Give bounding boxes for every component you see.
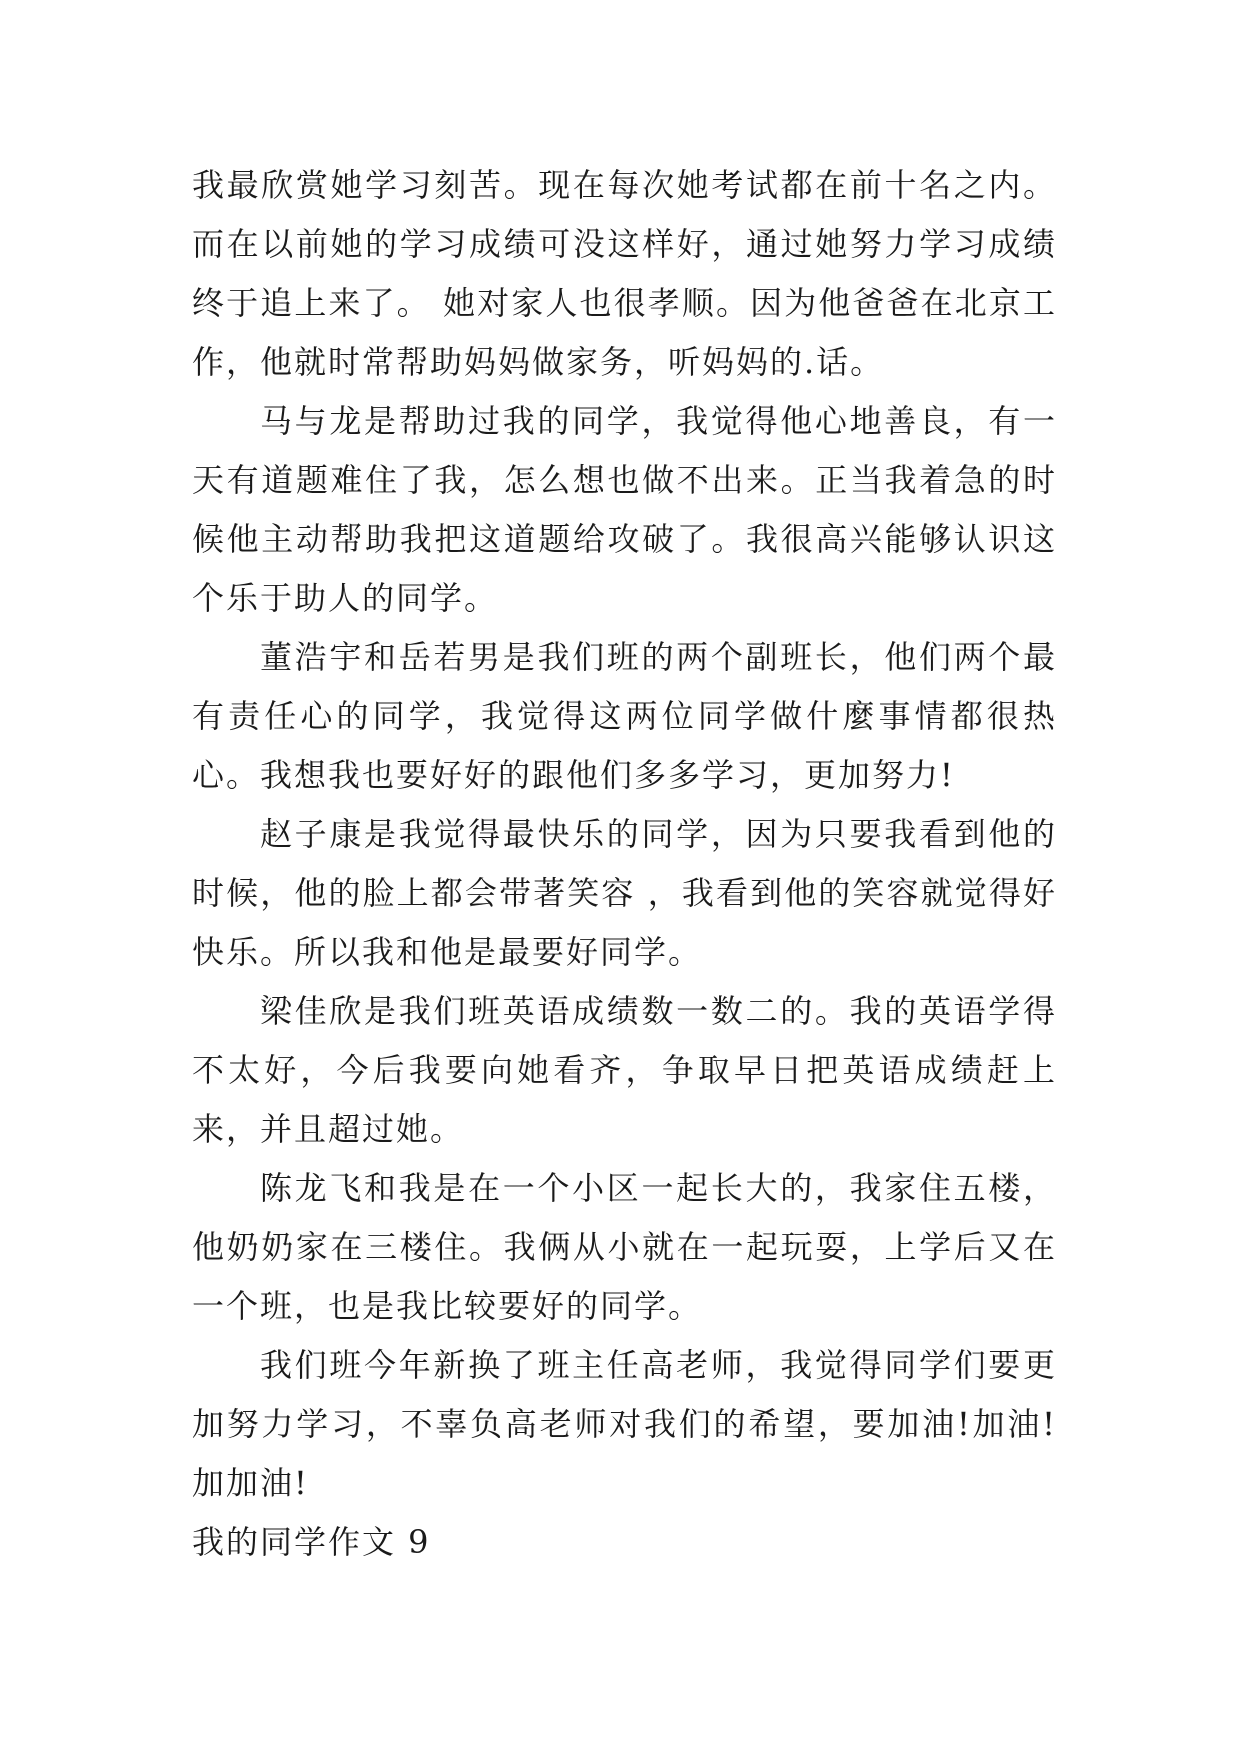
paragraph-4: 赵子康是我觉得最快乐的同学，因为只要我看到他的时候，他的脸上都会带著笑容 ，我看到他的笑容就觉得好快乐。所以我和他是最要好同学。 xyxy=(192,815,1057,971)
paragraph-1: 我最欣赏她学习刻苦。现在每次她考试都在前十名之内。而在以前她的学习成绩可没这样好，通过她努力学习成绩终于追上来了。 她对家人也很孝顺。因为他爸爸在北京工作，他就时常帮助妈妈做家务，听妈妈的.话。 xyxy=(192,166,1057,381)
paragraph-5: 梁佳欣是我们班英语成绩数一数二的。我的英语学得不太好，今后我要向她看齐，争取早日把英语成绩赶上来，并且超过她。 xyxy=(192,992,1057,1148)
paragraph-2: 马与龙是帮助过我的同学，我觉得他心地善良，有一天有道题难住了我，怎么想也做不出来。正当我着急的时候他主动帮助我把这道题给攻破了。我很高兴能够认识这个乐于助人的同学。 xyxy=(192,402,1057,617)
paragraph-6: 陈龙飞和我是在一个小区一起长大的，我家住五楼，他奶奶家在三楼住。我俩从小就在一起玩耍，上学后又在一个班，也是我比较要好的同学。 xyxy=(192,1169,1057,1325)
section-heading: 我的同学作文 9 xyxy=(192,1523,431,1561)
paragraph-7: 我们班今年新换了班主任高老师，我觉得同学们要更加努力学习，不辜负高老师对我们的希望，要加油!加油!加加油! xyxy=(192,1346,1057,1502)
paragraph-3: 董浩宇和岳若男是我们班的两个副班长，他们两个最有责任心的同学，我觉得这两位同学做什麼事情都很热心。我想我也要好好的跟他们多多学习，更加努力! xyxy=(192,638,1057,794)
document-body xyxy=(192,156,1057,1572)
